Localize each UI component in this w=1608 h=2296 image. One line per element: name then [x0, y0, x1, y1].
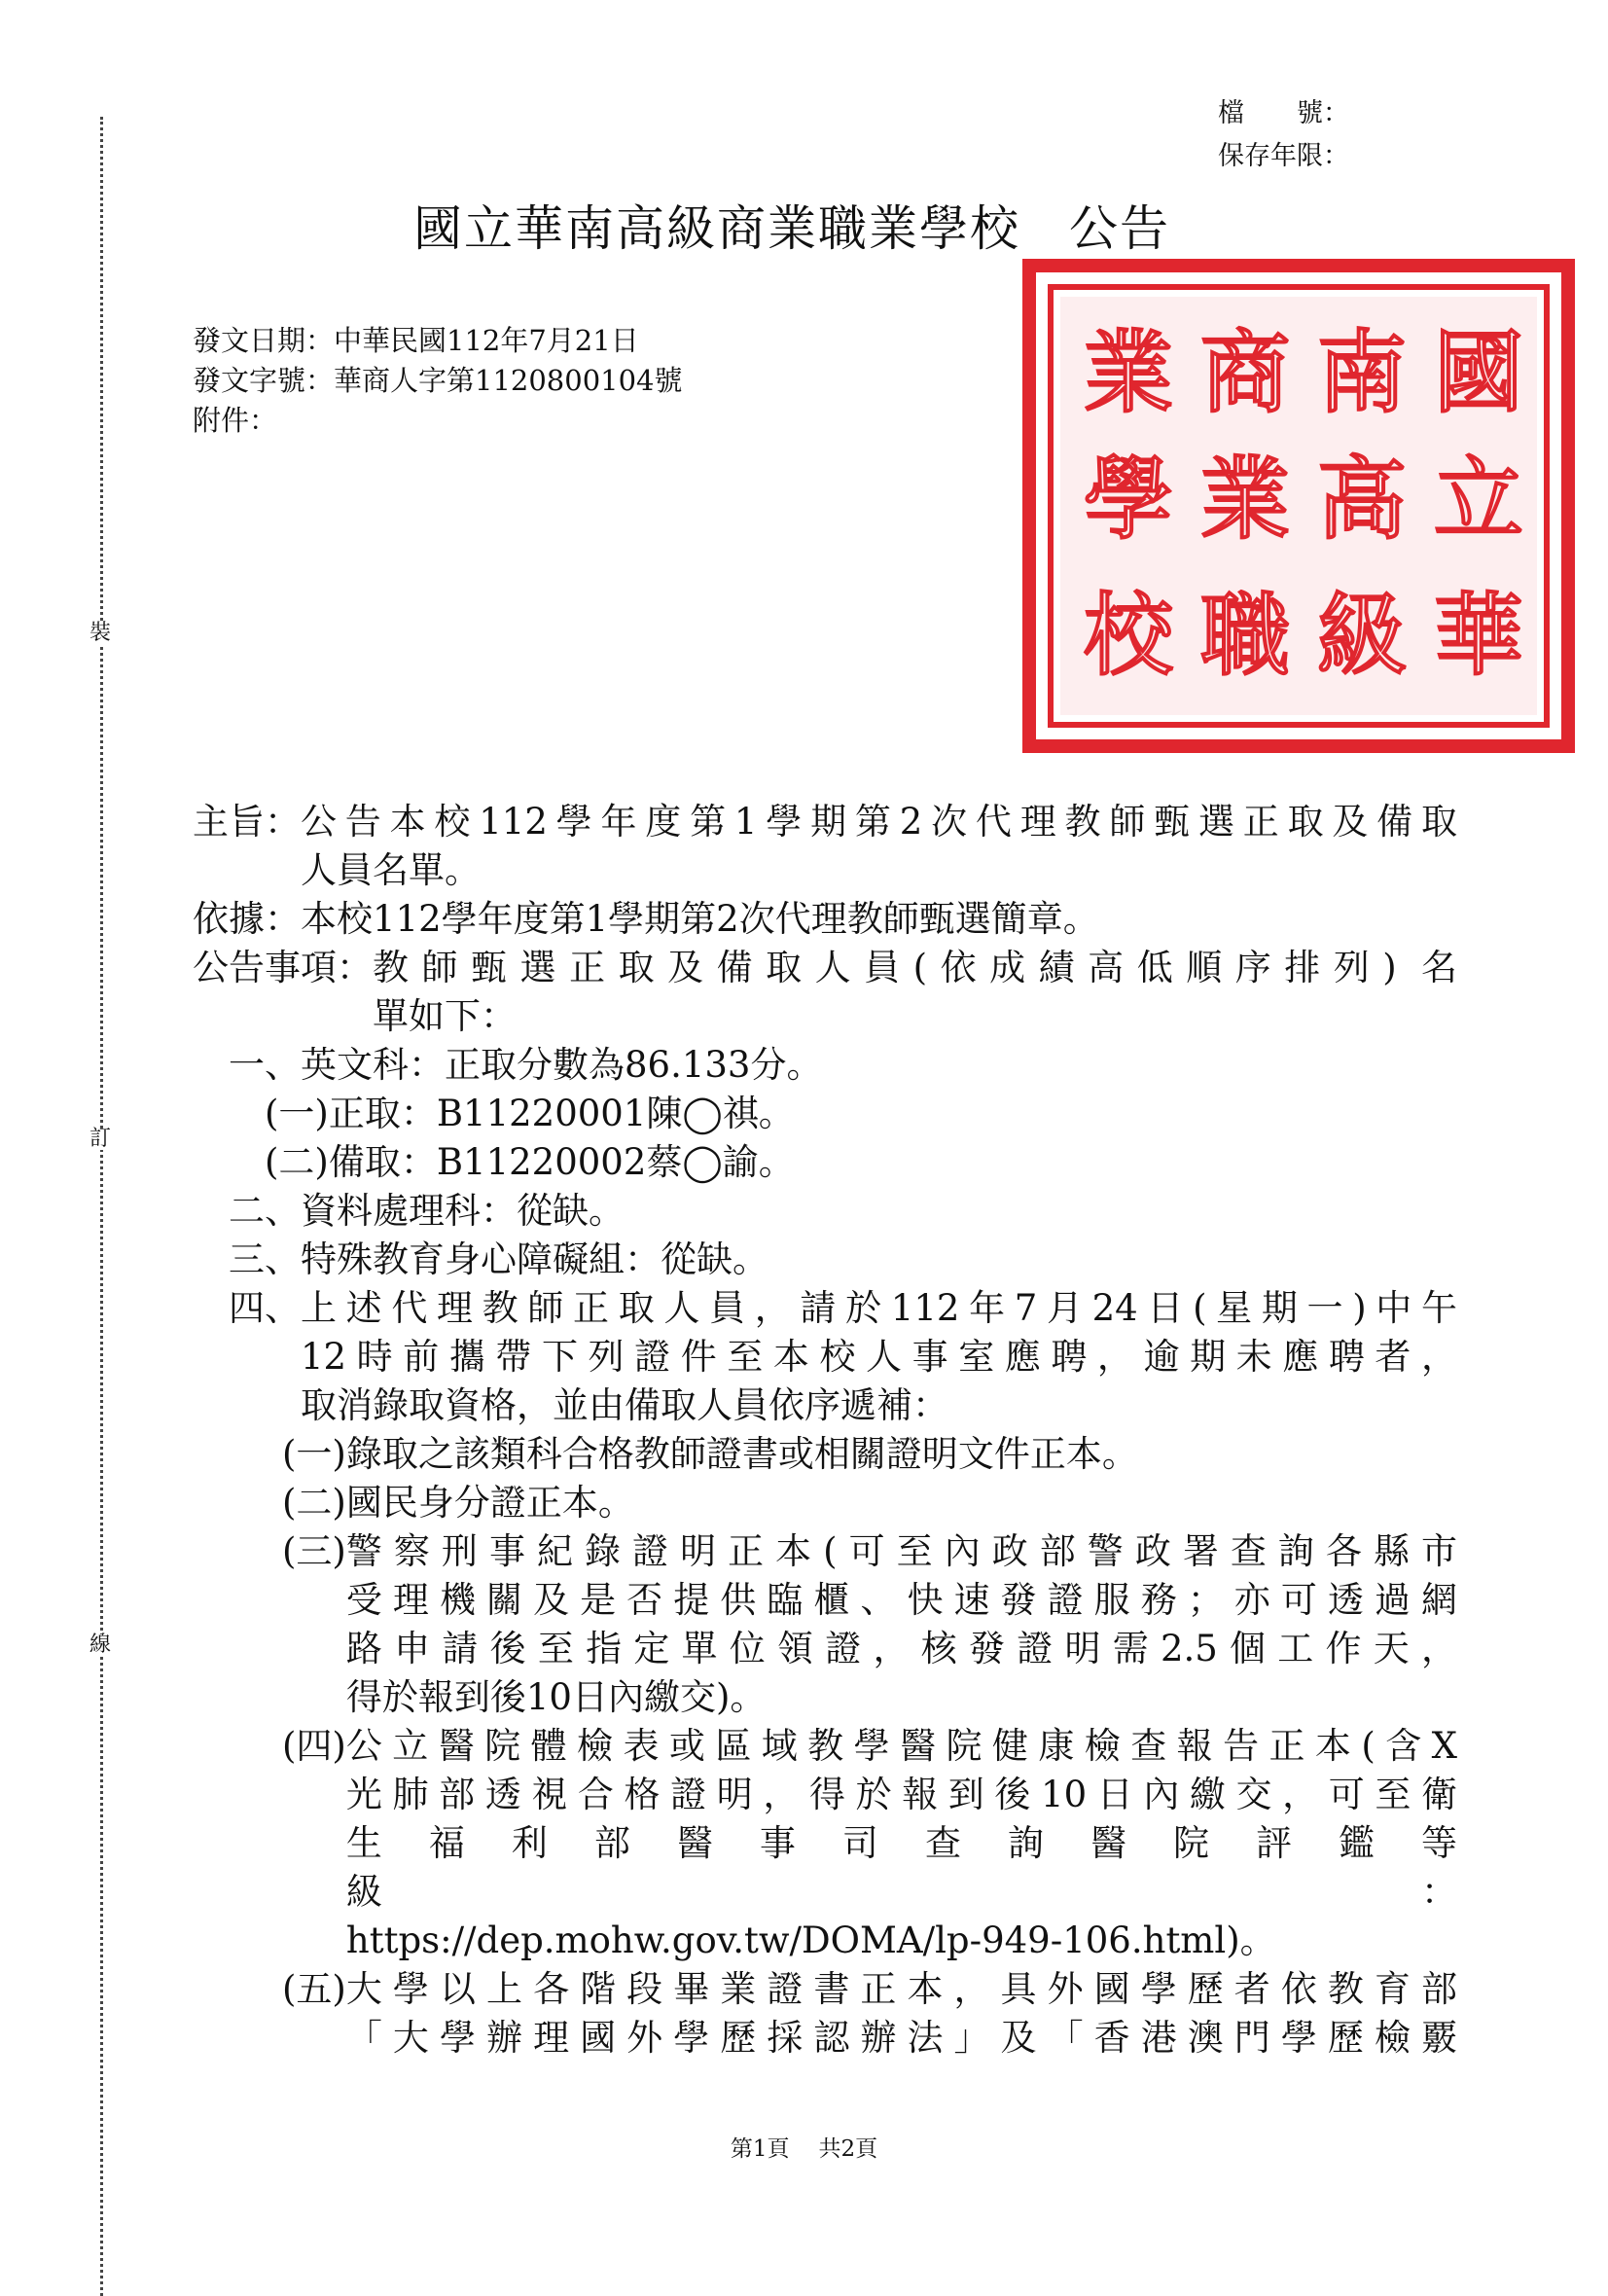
notice-key: 公告事項： — [193, 947, 373, 988]
seal-glyph: 業 — [1083, 321, 1174, 425]
doc-3-key: (三) — [282, 1530, 346, 1572]
school-name: 國立華南高級商業職業學校 — [413, 200, 1020, 257]
page-total: 共2頁 — [818, 2136, 878, 2162]
doc-5-line: 「大學辦理國外學歷採認辦法」及「香港澳門學歷檢覈 — [345, 2017, 1457, 2059]
seal-glyph: 立 — [1433, 448, 1524, 552]
issue-number: 發文字號：華商人字第1120800104號 — [193, 364, 683, 397]
doc-3-line: 警察刑事紀錄證明正本(可至內政部警政署查詢各縣市 — [345, 1530, 1457, 1572]
doc-4-line: 公立醫院體檢表或區域教學醫院健康檢查報告正本(含X — [345, 1725, 1457, 1767]
item-four-key: 四、 — [229, 1287, 301, 1329]
doc-3-line: 路申請後至指定單位領證，核發證明需2.5個工作天， — [345, 1628, 1457, 1669]
seal-glyph: 業 — [1199, 448, 1291, 552]
binding-mark-zhuang: 裝 — [89, 621, 112, 645]
subject-line: 公告本校112學年度第1學期第2次代理教師甄選正取及備取 — [301, 801, 1457, 843]
doc-5 — [193, 1965, 1457, 2063]
page-title — [413, 190, 1170, 260]
seal-glyph: 校 — [1083, 584, 1174, 688]
notice-line: 單如下： — [373, 995, 517, 1037]
notice-line: 教師甄選正取及備取人員(依成績高低順序排列) 名 — [373, 947, 1457, 988]
document-type: 公告 — [1069, 200, 1170, 257]
file-number-label: 檔 號： — [1218, 98, 1349, 128]
page-number: 第1頁 — [730, 2136, 790, 2162]
seal-glyph: 國 — [1433, 321, 1524, 425]
doc-3 — [193, 1527, 1457, 1722]
page-footer — [0, 2131, 1608, 2163]
item-special-education: 三、特殊教育身心障礙組：從缺。 — [229, 1238, 768, 1280]
basis-key: 依據： — [193, 898, 301, 940]
issue-info — [193, 321, 683, 441]
item-english-waitlist: (二)備取：B11220002蔡◯諭。 — [265, 1141, 795, 1183]
seal-glyph: 南 — [1316, 321, 1408, 425]
issue-date: 發文日期：中華民國112年7月21日 — [193, 324, 639, 357]
attachment: 附件： — [193, 404, 278, 437]
binding-mark-xian: 線 — [89, 1632, 112, 1657]
doc-4 — [193, 1722, 1493, 1965]
doc-4-key: (四) — [282, 1725, 346, 1767]
item-english-admit: (一)正取：B11220001陳◯祺。 — [265, 1093, 795, 1134]
seal-glyph: 高 — [1316, 448, 1408, 552]
notice-section — [193, 944, 1457, 1041]
subject-line: 人員名單。 — [301, 849, 481, 891]
notice-body — [193, 798, 1493, 2063]
seal-glyph: 級 — [1316, 584, 1408, 688]
doc-4-url-line: https://dep.mohw.gov.tw/DOMA/lp-949-106.html)。 — [345, 1919, 1276, 1961]
basis-section — [193, 895, 1457, 944]
seal-glyph: 華 — [1433, 584, 1524, 688]
doc-5-line: 大學以上各階段畢業證書正本，具外國學歷者依教育部 — [345, 1968, 1457, 2010]
seal-glyph: 職 — [1199, 584, 1291, 688]
item-four — [193, 1284, 1457, 1430]
item-four-line: 上述代理教師正取人員，請於112年7月24日(星期一)中午 — [301, 1287, 1457, 1329]
subject-section — [193, 798, 1457, 895]
seal-glyph: 學 — [1083, 448, 1174, 552]
binding-mark-ding: 訂 — [89, 1127, 112, 1151]
item-data-processing: 二、資料處理科：從缺。 — [229, 1190, 625, 1232]
seal-glyph: 商 — [1199, 321, 1291, 425]
doc-2: (二)國民身分證正本。 — [282, 1482, 634, 1524]
retention-label: 保存年限： — [1218, 141, 1349, 171]
doc-4-line: 光肺部透視合格證明，得於報到後10日內繳交，可至衛 — [345, 1774, 1457, 1815]
item-english: 一、英文科：正取分數為86.133分。 — [229, 1044, 823, 1086]
file-meta — [1218, 92, 1349, 178]
item-four-line: 12時前攜帶下列證件至本校人事室應聘，逾期未應聘者， — [301, 1336, 1457, 1378]
basis-text: 本校112學年度第1學期第2次代理教師甄選簡章。 — [301, 898, 1099, 940]
subject-key: 主旨： — [193, 801, 301, 843]
doc-5-key: (五) — [282, 1968, 346, 2010]
doc-3-line: 得於報到後10日內繳交)。 — [345, 1676, 767, 1718]
item-four-line: 取消錄取資格，並由備取人員依序遞補： — [301, 1384, 948, 1426]
doc-4-line: 生 福 利 部 醫 事 司 查 詢 醫 院 評 鑑 等 級 ： — [345, 1822, 1493, 1913]
official-seal-stamp — [1021, 258, 1576, 754]
doc-3-line: 受理機關及是否提供臨櫃、快速發證服務；亦可透過網 — [345, 1579, 1457, 1621]
binding-dotted-line — [100, 117, 103, 2296]
doc-1: (一)錄取之該類科合格教師證書或相關證明文件正本。 — [282, 1433, 1138, 1475]
